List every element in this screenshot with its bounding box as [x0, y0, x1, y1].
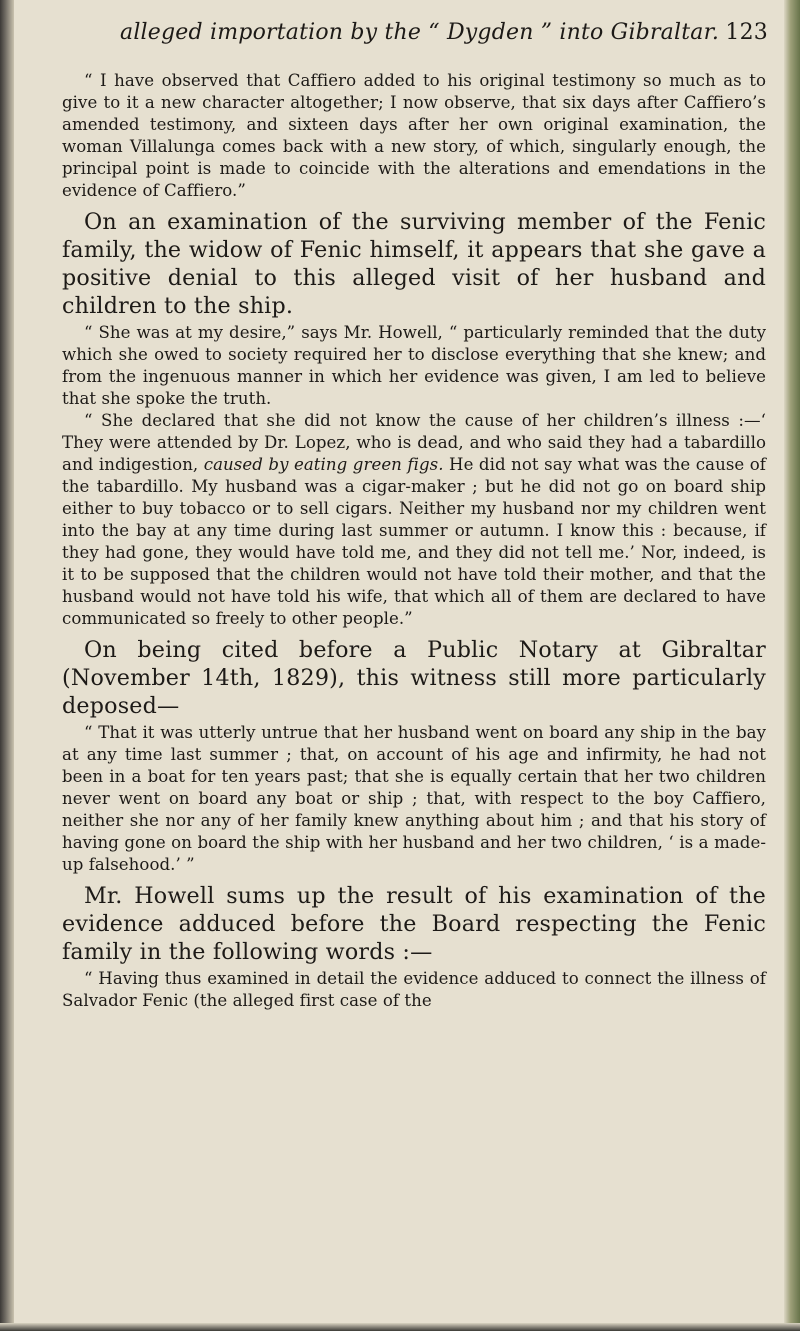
narrative-paragraph: Mr. Howell sums up the result of his examination of the evidence adduced before the Board respecting the Fenic family in the following words :—: [62, 883, 766, 965]
quote-text: He did not say what was the cause of the tabardillo. My husband was a cigar-maker ; but he did not go on board ship either to buy tobacco or to sell cigars. Neither my husband nor my children went into the bay at any time during last summer or autumn. I know this : because, if they had gone, they would have told me, and they did not tell me.’ Nor, indeed, is it to be supposed that the children would not have told their mother, and that the husband would not have told his wife, that which all of them are declared to have communicated so freely to other people.”: [62, 455, 766, 628]
quoted-paragraph: “ Having thus examined in detail the evidence adduced to connect the illness of Salvador Fenic (the alleged first case of the: [62, 969, 766, 1010]
running-header: [120, 14, 780, 50]
page-number: 123: [725, 20, 768, 45]
page-outer-edge: [784, 0, 800, 1331]
body-text: [62, 70, 766, 1012]
narrative-paragraph: On an examination of the surviving member of the Fenic family, the widow of Fenic himself, it appears that she gave a positive denial to this alleged visit of her husband and children to the ship.: [62, 209, 766, 319]
italic-phrase: caused by eating green figs.: [203, 455, 444, 474]
quoted-paragraph: “ She was at my desire,” says Mr. Howell, “ particularly reminded that the duty which she owed to society required her to disclose everything that she knew; and from the ingenuous manner in which her evidence was given, I am led to believe that she spoke the truth.: [62, 323, 766, 408]
running-title: alleged importation by the “ Dygden ” into Gibraltar.: [120, 20, 720, 45]
narrative-paragraph: On being cited before a Public Notary at Gibraltar (November 14th, 1829), this witness still more particularly deposed—: [62, 637, 766, 719]
quote-text: “ She declared that she did not know the cause of her children’s illness :—‘ They were attended by Dr. Lopez, who is dead, and who said they had a tabardillo and indigestion,: [62, 411, 766, 474]
page-bottom-edge: [0, 1323, 800, 1331]
page-binding-edge: [0, 0, 14, 1331]
quoted-paragraph: “ I have observed that Caffiero added to his original testimony so much as to give to it a new character altogether; I now observe, that six days after Caffiero’s amended testimony, and sixteen days after her own original examination, the woman Villalunga comes back with a new story, of which, singularly enough, the principal point is made to coincide with the alterations and emendations in the evidence of Caffiero.”: [62, 71, 766, 200]
quoted-paragraph: [62, 410, 766, 630]
quoted-paragraph: “ That it was utterly untrue that her husband went on board any ship in the bay at any time last summer ; that, on account of his age and infirmity, he had not been in a boat for ten years past; that she is equally certain that her two children never went on board any boat or ship ; that, with respect to the boy Caffiero, neither she nor any of her family knew anything about him ; and that his story of having gone on board the ship with her husband and her two children, ‘ is a made-up falsehood.’ ”: [62, 723, 766, 874]
